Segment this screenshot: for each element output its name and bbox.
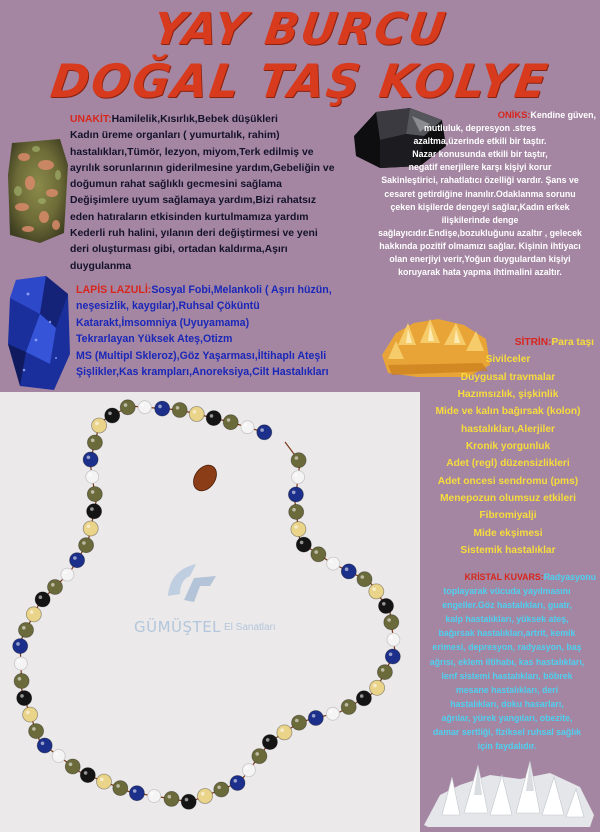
onyx-line: olan enerjiyi verir,Yoğun duygulardan kişiyi bbox=[389, 254, 571, 265]
bead-onyx bbox=[206, 411, 221, 426]
citrine-line: hastalıkları,Alerjiler bbox=[460, 423, 555, 435]
bead-unakite bbox=[384, 615, 399, 630]
bead-citrine bbox=[189, 407, 204, 422]
bead-lapis bbox=[341, 564, 356, 579]
crystal-quartz-description bbox=[418, 570, 596, 753]
crystal-heading: KRİSTAL KUVARS: bbox=[464, 572, 544, 582]
bead-citrine bbox=[26, 607, 41, 622]
bead-highlight bbox=[389, 653, 393, 657]
lapis-line: neşesizlik, kaygılar),Ruhsal Çöküntü bbox=[76, 300, 260, 313]
bead-highlight bbox=[295, 456, 299, 460]
bead-highlight bbox=[91, 490, 95, 494]
bead-unakite bbox=[29, 724, 44, 739]
onyx-line: negatif enerjilere karşı kişiyi korur bbox=[408, 162, 552, 173]
bead-onyx bbox=[17, 691, 32, 706]
citrine-line: Mide ve kalın bağırsak (kolon) bbox=[435, 406, 581, 418]
onyx-description bbox=[362, 108, 598, 279]
unakite-stone-image bbox=[6, 135, 70, 245]
bead-amber-clasp bbox=[189, 461, 221, 495]
crystal-line: bağırsak hastalıkları,artrit, kemik bbox=[438, 628, 576, 639]
bead-highlight bbox=[345, 567, 349, 571]
bead-citrine bbox=[23, 707, 38, 722]
bead-highlight bbox=[95, 422, 99, 426]
onyx-line: ilişkilerinde denge bbox=[441, 214, 519, 225]
bead-lapis bbox=[257, 425, 272, 440]
bead-crystal bbox=[52, 750, 65, 763]
bead-highlight bbox=[382, 602, 386, 606]
bead-onyx bbox=[379, 599, 394, 614]
citrine-heading: SİTRİN: bbox=[514, 337, 552, 348]
bead-highlight bbox=[150, 792, 154, 796]
bead-crystal bbox=[61, 568, 74, 581]
lapis-lazuli-stone-image bbox=[6, 274, 72, 392]
lapis-line: Katarakt,İmsomniya (Uyuyamama) bbox=[76, 316, 250, 329]
bead-highlight bbox=[87, 525, 91, 529]
crystal-line: ağrılar, yürek yangıları, obezite, bbox=[441, 712, 573, 723]
bead-highlight bbox=[312, 714, 316, 718]
bead-citrine bbox=[291, 522, 306, 537]
bead-unakite bbox=[79, 538, 94, 553]
bead-lapis bbox=[155, 401, 170, 416]
bead-lapis bbox=[129, 786, 144, 801]
onyx-line: cesaret getirdiğine inanılır.Odaklanma sorunu bbox=[384, 188, 576, 199]
bead-lapis bbox=[385, 649, 400, 664]
bead-crystal bbox=[14, 657, 27, 670]
bead-highlight bbox=[108, 412, 112, 416]
bead-unakite bbox=[377, 665, 392, 680]
bead-highlight bbox=[88, 473, 92, 477]
bead-lapis bbox=[230, 776, 245, 791]
bead-highlight bbox=[82, 541, 86, 545]
unakite-line: duygulanma bbox=[70, 260, 132, 272]
bead-crystal bbox=[242, 764, 255, 777]
lapis-lazuli-description bbox=[76, 282, 366, 380]
unakite-heading: UNAKİT: bbox=[70, 114, 112, 125]
onyx-line: sağlayıcıdır.Endişe,bozukluğunu azaltır , gelecek bbox=[378, 227, 582, 238]
bead-citrine bbox=[277, 725, 292, 740]
bead-citrine bbox=[369, 584, 384, 599]
bead-highlight bbox=[266, 738, 270, 742]
bead-unakite bbox=[292, 715, 307, 730]
bead-unakite bbox=[120, 400, 135, 415]
bead-highlight bbox=[168, 795, 172, 799]
bead-crystal bbox=[148, 790, 161, 803]
title-line-2: DOĞAL TAŞ KOLYE bbox=[47, 54, 553, 108]
bead-onyx bbox=[105, 408, 120, 423]
gumustel-logo-icon bbox=[160, 556, 220, 614]
bead-highlight bbox=[41, 742, 45, 746]
bead-highlight bbox=[193, 410, 197, 414]
bead-highlight bbox=[176, 406, 180, 410]
bead-highlight bbox=[227, 418, 231, 422]
bead-unakite bbox=[14, 674, 29, 689]
bead-highlight bbox=[90, 507, 94, 511]
onyx-line: Kendine güven, bbox=[530, 110, 596, 120]
bead-lapis bbox=[37, 738, 52, 753]
bead-onyx bbox=[87, 504, 102, 519]
citrine-line: Adet oncesi sendromu (pms) bbox=[437, 475, 579, 487]
crystal-line: Radyasyonu bbox=[543, 572, 596, 582]
unakite-line: Kederli ruh halini, yılanın deri değiştirmesi ve yeni bbox=[70, 228, 318, 240]
bead-highlight bbox=[360, 694, 364, 698]
bead-highlight bbox=[69, 763, 73, 767]
bead-citrine bbox=[198, 789, 213, 804]
watermark-subtitle: El Sanatları bbox=[224, 622, 276, 633]
citrine-line: Adet (regl) düzensizlikleri bbox=[446, 458, 570, 470]
citrine-line: Para taşı bbox=[551, 337, 594, 348]
citrine-line: Mide ekşimesi bbox=[473, 527, 543, 539]
bead-highlight bbox=[22, 626, 26, 630]
bead-highlight bbox=[84, 771, 88, 775]
crystal-line: için faydalıdır. bbox=[477, 741, 537, 752]
bead-highlight bbox=[314, 550, 318, 554]
bead-onyx bbox=[356, 691, 371, 706]
bead-highlight bbox=[17, 660, 21, 664]
bead-highlight bbox=[329, 710, 333, 714]
bead-highlight bbox=[18, 677, 22, 681]
bead-unakite bbox=[223, 415, 238, 430]
unakite-line: deri oluşturması gibi, ortadan kaldırma,Aşırı bbox=[70, 244, 288, 256]
bead-unakite bbox=[214, 782, 229, 797]
bead-unakite bbox=[113, 781, 128, 796]
bead-highlight bbox=[91, 439, 95, 443]
bead-onyx bbox=[35, 592, 50, 607]
bead-unakite bbox=[341, 700, 356, 715]
bead-highlight bbox=[292, 491, 296, 495]
bead-lapis bbox=[288, 487, 303, 502]
bead-highlight bbox=[234, 779, 238, 783]
bead-highlight bbox=[158, 405, 162, 409]
crystal-line: erimesi, depresyon, radyasyon, baş bbox=[432, 642, 582, 653]
bead-onyx bbox=[262, 735, 277, 750]
citrine-line: Fibromiyalji bbox=[479, 510, 537, 522]
bead-crystal bbox=[327, 557, 340, 570]
bead-highlight bbox=[55, 752, 59, 756]
unakite-line: doğumun rahat sağlıklı gecmesini sağlama bbox=[70, 179, 282, 191]
unakite-line: ayrılık sorunlarının giderilmesine yardım,Gebeliğin ve bbox=[70, 162, 335, 174]
onyx-line: çeken kişilerde dengeyi sağlar,Kadın erkek bbox=[390, 201, 570, 212]
bead-highlight bbox=[373, 684, 377, 688]
crystal-line: hastalıkları, doku hasarları, bbox=[450, 698, 564, 709]
bead-unakite bbox=[289, 504, 304, 519]
crystal-line: toplayarak vücuda yayılmasını bbox=[443, 586, 571, 597]
unakite-description bbox=[70, 112, 355, 275]
bead-highlight bbox=[30, 610, 34, 614]
onyx-line: koruyarak hata yapma ihtimalini azaltır. bbox=[398, 267, 562, 278]
watermark bbox=[130, 556, 290, 656]
bead-highlight bbox=[217, 786, 221, 790]
bead-onyx bbox=[181, 794, 196, 809]
bead-highlight bbox=[292, 508, 296, 512]
crystal-line: lenf sistemi hastalıkları, böbrek bbox=[441, 670, 573, 681]
onyx-line: azaltma,üzerinde etkili bir taştır. bbox=[413, 136, 547, 147]
onyx-heading: ONİKS: bbox=[497, 109, 531, 120]
bead-highlight bbox=[210, 414, 214, 418]
unakite-line: Değişimlere uyum sağlamaya yardım,Bizi rahatsız bbox=[70, 195, 317, 207]
bead-highlight bbox=[124, 403, 128, 407]
bead-highlight bbox=[87, 456, 91, 460]
bead-highlight bbox=[389, 636, 393, 640]
bead-citrine bbox=[83, 521, 98, 536]
bead-unakite bbox=[252, 749, 267, 764]
unakite-line: eden hatıraların etkisinden kurtulmamıza yardım bbox=[70, 211, 309, 223]
bead-unakite bbox=[357, 572, 372, 587]
bead-highlight bbox=[185, 798, 189, 802]
bead-highlight bbox=[51, 583, 55, 587]
bead-highlight bbox=[294, 473, 298, 477]
onyx-line: mutluluk, depresyon .stres bbox=[424, 123, 536, 134]
bead-highlight bbox=[381, 668, 385, 672]
bead-highlight bbox=[295, 719, 299, 723]
bead-lapis bbox=[13, 639, 28, 654]
lapis-line: Sosyal Fobi,Melankoli ( Aşırı hüzün, bbox=[151, 284, 332, 296]
citrine-line: Menepozun olumsuz etkileri bbox=[440, 493, 576, 505]
bead-lapis bbox=[70, 553, 85, 568]
onyx-line: hakkında pozitif olmamızı sağlar. Kişinin ihtiyacı bbox=[379, 240, 581, 251]
bead-highlight bbox=[372, 587, 376, 591]
bead-unakite bbox=[87, 435, 102, 450]
bead-highlight bbox=[244, 423, 248, 427]
bead-highlight bbox=[32, 727, 36, 731]
unakite-line: Kadın üreme organları ( yumurtalık, rahim) bbox=[70, 130, 280, 142]
crystal-line: ağrısı, eklem iltihabı, kas hastalıkları, bbox=[429, 656, 585, 667]
bead-highlight bbox=[116, 784, 120, 788]
bead-unakite bbox=[164, 791, 179, 806]
citrine-line: Kronik yorgunluk bbox=[465, 441, 551, 453]
bead-crystal bbox=[387, 633, 400, 646]
bead-highlight bbox=[73, 556, 77, 560]
bead-highlight bbox=[26, 711, 30, 715]
bead-highlight bbox=[133, 789, 137, 793]
crystal-quartz-stone-image bbox=[420, 755, 598, 829]
bead-crystal bbox=[241, 421, 254, 434]
bead-highlight bbox=[294, 525, 298, 529]
crystal-line: engeller.Göz hastalıkları, guatr, bbox=[442, 600, 572, 611]
bead-highlight bbox=[63, 571, 67, 575]
bead-lapis bbox=[83, 452, 98, 467]
bead-unakite bbox=[311, 547, 326, 562]
citrine-line: Sistemik hastalıklar bbox=[460, 545, 556, 557]
bead-onyx bbox=[80, 768, 95, 783]
citrine-description bbox=[420, 334, 596, 559]
bead-highlight bbox=[16, 642, 20, 646]
bead-citrine bbox=[92, 418, 107, 433]
onyx-line: Sakinleştirici, rahatlatıcı özelliği vardır. Şans ve bbox=[381, 175, 579, 186]
lapis-heading: LAPİS LAZULİ: bbox=[76, 284, 152, 296]
crystal-line: kalp hastalıkları, yüksek ateş, bbox=[445, 614, 569, 625]
bead-citrine bbox=[97, 774, 112, 789]
bead-highlight bbox=[245, 766, 249, 770]
watermark-brand: GÜMÜŞTEL bbox=[134, 618, 222, 636]
bead-highlight bbox=[100, 778, 104, 782]
bead-highlight bbox=[201, 792, 205, 796]
bead-lapis bbox=[308, 711, 323, 726]
lapis-line: MS (Multipl Skleroz),Göz Yaşarması,İltihaplı Ateşli bbox=[76, 349, 327, 362]
bead-highlight bbox=[260, 428, 264, 432]
bead-highlight bbox=[361, 575, 365, 579]
citrine-line: Sivilceler bbox=[485, 354, 531, 366]
bead-crystal bbox=[138, 401, 151, 414]
bead-highlight bbox=[20, 694, 24, 698]
bead-citrine bbox=[370, 680, 385, 695]
bead-crystal bbox=[326, 707, 339, 720]
title-line-1: YAY BURCU bbox=[149, 4, 451, 55]
bead-highlight bbox=[345, 703, 349, 707]
bead-highlight bbox=[300, 541, 304, 545]
unakite-line: hastalıkları,Tümör, lezyon, miyom,Terk edilmiş ve bbox=[70, 146, 314, 158]
bead-onyx bbox=[296, 537, 311, 552]
bead-unakite bbox=[19, 623, 34, 638]
lapis-line: Tekrarlayan Yüksek Ateş,Otizm bbox=[76, 333, 233, 346]
crystal-line: mesane hastalıkları, deri bbox=[455, 684, 559, 695]
bead-unakite bbox=[291, 453, 306, 468]
bead-unakite bbox=[87, 487, 102, 502]
bead-unakite bbox=[172, 403, 187, 418]
lapis-line: Şişlikler,Kas krampları,Anoreksiya,Cilt Hastalıkları bbox=[76, 366, 329, 379]
crystal-line: damar sertliği, fiziksel ruhsal sağlık bbox=[432, 727, 582, 738]
unakite-line: Hamilelik,Kısırlık,Bebek düşükleri bbox=[111, 114, 278, 125]
bead-highlight bbox=[387, 618, 391, 622]
bead-highlight bbox=[141, 403, 145, 407]
bead-crystal bbox=[292, 471, 305, 484]
citrine-line: Duygusal travmalar bbox=[460, 371, 556, 383]
bead-unakite bbox=[48, 580, 63, 595]
bead-highlight bbox=[39, 595, 43, 599]
citrine-line: Hazımsızlık, şişkinlik bbox=[457, 389, 559, 401]
onyx-line: Nazar konusunda etkili bir taştır, bbox=[412, 149, 548, 160]
bead-highlight bbox=[329, 560, 333, 564]
bead-highlight bbox=[280, 728, 284, 732]
bead-highlight bbox=[255, 752, 259, 756]
bead-crystal bbox=[86, 470, 99, 483]
bead-unakite bbox=[65, 759, 80, 774]
